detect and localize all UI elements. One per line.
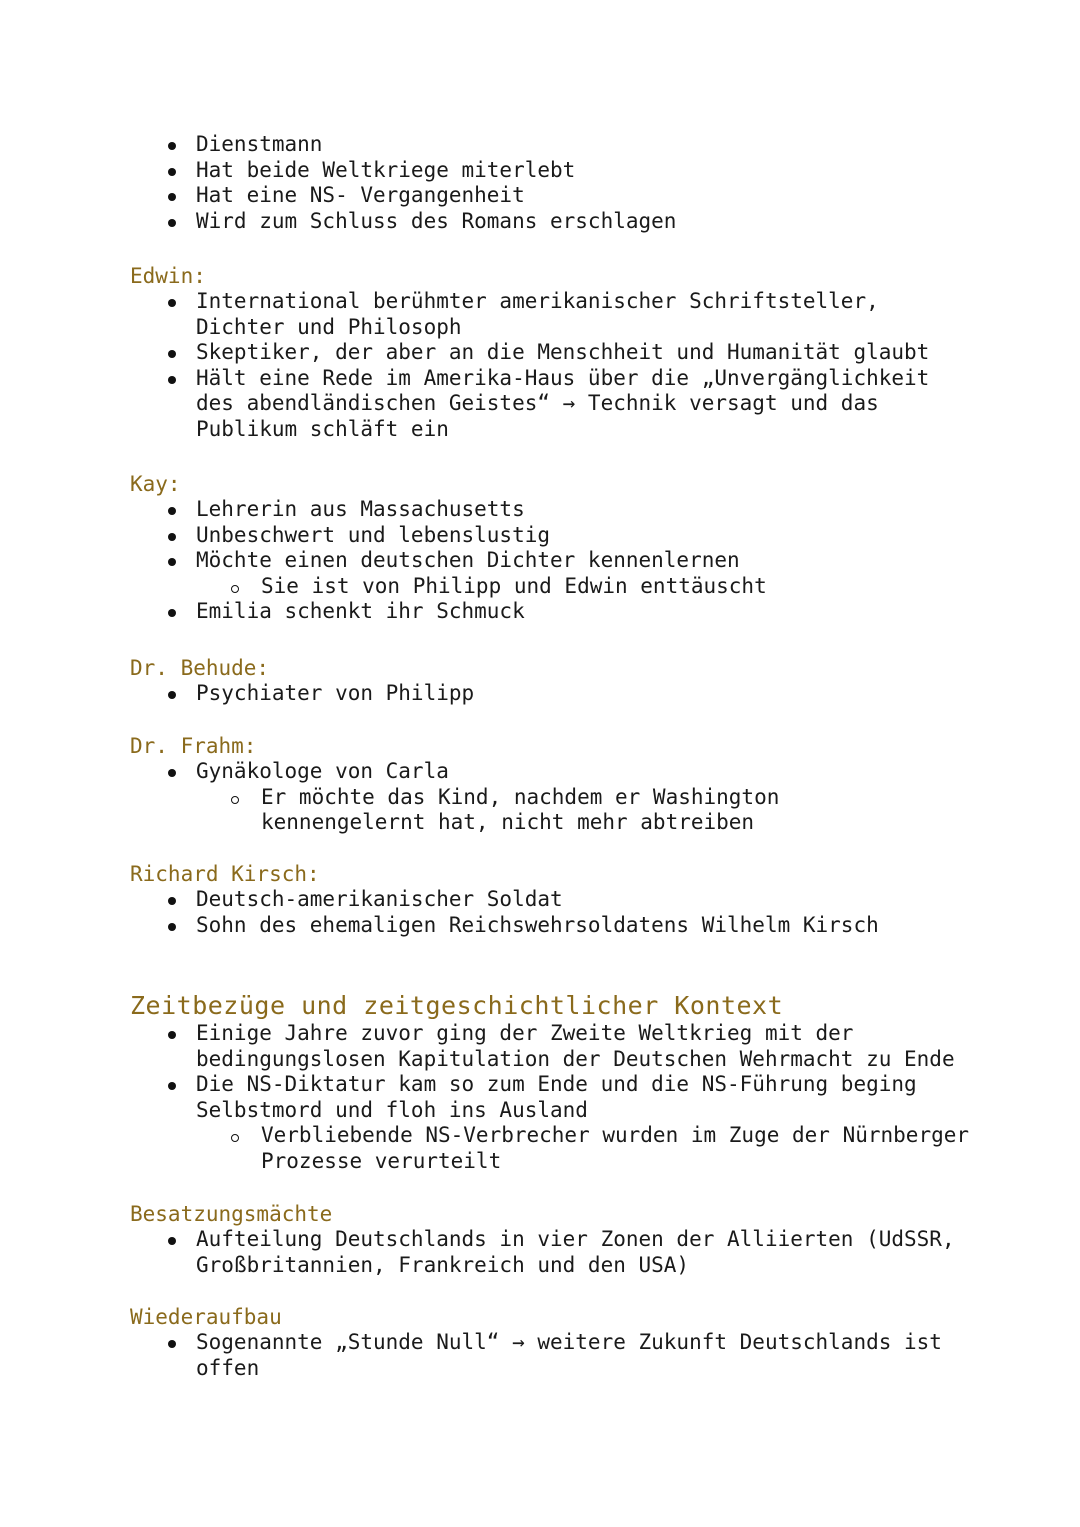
list-item: Wird zum Schluss des Romans erschlagen: [130, 209, 960, 235]
list-item: Hält eine Rede im Amerika-Haus über die „Unvergänglichkeit des abendländischen Geistes“ → Technik versagt und das Publikum schläft ein: [130, 366, 956, 443]
section-context: [130, 991, 982, 1175]
section-behude: [130, 655, 960, 707]
list-item: Aufteilung Deutschlands in vier Zonen der Alliierten (UdSSR, Großbritannien, Frankreich und den USA): [130, 1227, 972, 1278]
occupation-list: [130, 1227, 968, 1278]
heading-frahm: Dr. Frahm:: [130, 734, 257, 758]
section-kirsch: [130, 861, 960, 938]
sub-list-item: Er möchte das Kind, nachdem er Washington kennengelernt hat, nicht mehr abtreiben: [130, 785, 791, 836]
section-frahm: [130, 733, 960, 836]
list-item: Die NS-Diktatur kam so zum Ende und die NS-Führung beging Selbstmord und floh ins Ausland: [130, 1072, 960, 1123]
heading-kirsch: Richard Kirsch:: [130, 862, 320, 886]
heading-behude: Dr. Behude:: [130, 656, 270, 680]
list-item: Lehrerin aus Massachusetts: [130, 497, 960, 523]
list-item: Psychiater von Philipp: [130, 681, 960, 707]
list-item: Skeptiker, der aber an die Menschheit und Humanität glaubt: [130, 340, 960, 366]
context-list: [130, 1021, 982, 1175]
heading-occupation: Besatzungsmächte: [130, 1202, 333, 1226]
list-item: International berühmter amerikanischer Schriftsteller, Dichter und Philosoph: [130, 289, 896, 340]
behude-list: [130, 681, 960, 707]
list-item: Gynäkologe von Carla: [130, 759, 960, 785]
heading-context: Zeitbezüge und zeitgeschichtlicher Kontext: [130, 991, 784, 1020]
section-intro: [130, 132, 960, 234]
list-item: Hat beide Weltkriege miterlebt: [130, 158, 960, 184]
list-item: Sohn des ehemaligen Reichswehrsoldatens Wilhelm Kirsch: [130, 913, 960, 939]
frahm-list: [130, 759, 960, 836]
list-item: Einige Jahre zuvor ging der Zweite Weltkrieg mit der bedingungslosen Kapitulation der Deutschen Wehrmacht zu Ende: [130, 1021, 972, 1072]
list-item: Dienstmann: [130, 132, 960, 158]
heading-rebuild: Wiederaufbau: [130, 1305, 282, 1329]
sub-list-item: Verbliebende NS-Verbrecher wurden im Zuge der Nürnberger Prozesse verurteilt: [130, 1123, 981, 1174]
sub-list-item: Sie ist von Philipp und Edwin enttäuscht: [130, 574, 960, 600]
heading-edwin: Edwin:: [130, 264, 206, 288]
heading-kay: Kay:: [130, 472, 181, 496]
kirsch-list: [130, 887, 960, 938]
kay-list: [130, 497, 960, 625]
list-item: Unbeschwert und lebenslustig: [130, 523, 960, 549]
list-item: Hat eine NS- Vergangenheit: [130, 183, 960, 209]
section-kay: [130, 471, 960, 625]
section-rebuild: [130, 1304, 960, 1381]
section-occupation: [130, 1201, 968, 1278]
list-item: Sogenannte „Stunde Null“ → weitere Zukunft Deutschlands ist offen: [130, 1330, 986, 1381]
edwin-list: [130, 289, 960, 443]
list-item: Emilia schenkt ihr Schmuck: [130, 599, 960, 625]
intro-list: [130, 132, 960, 234]
list-item: Möchte einen deutschen Dichter kennenlernen: [130, 548, 960, 574]
rebuild-list: [130, 1330, 960, 1381]
section-edwin: [130, 263, 960, 443]
list-item: Deutsch-amerikanischer Soldat: [130, 887, 960, 913]
